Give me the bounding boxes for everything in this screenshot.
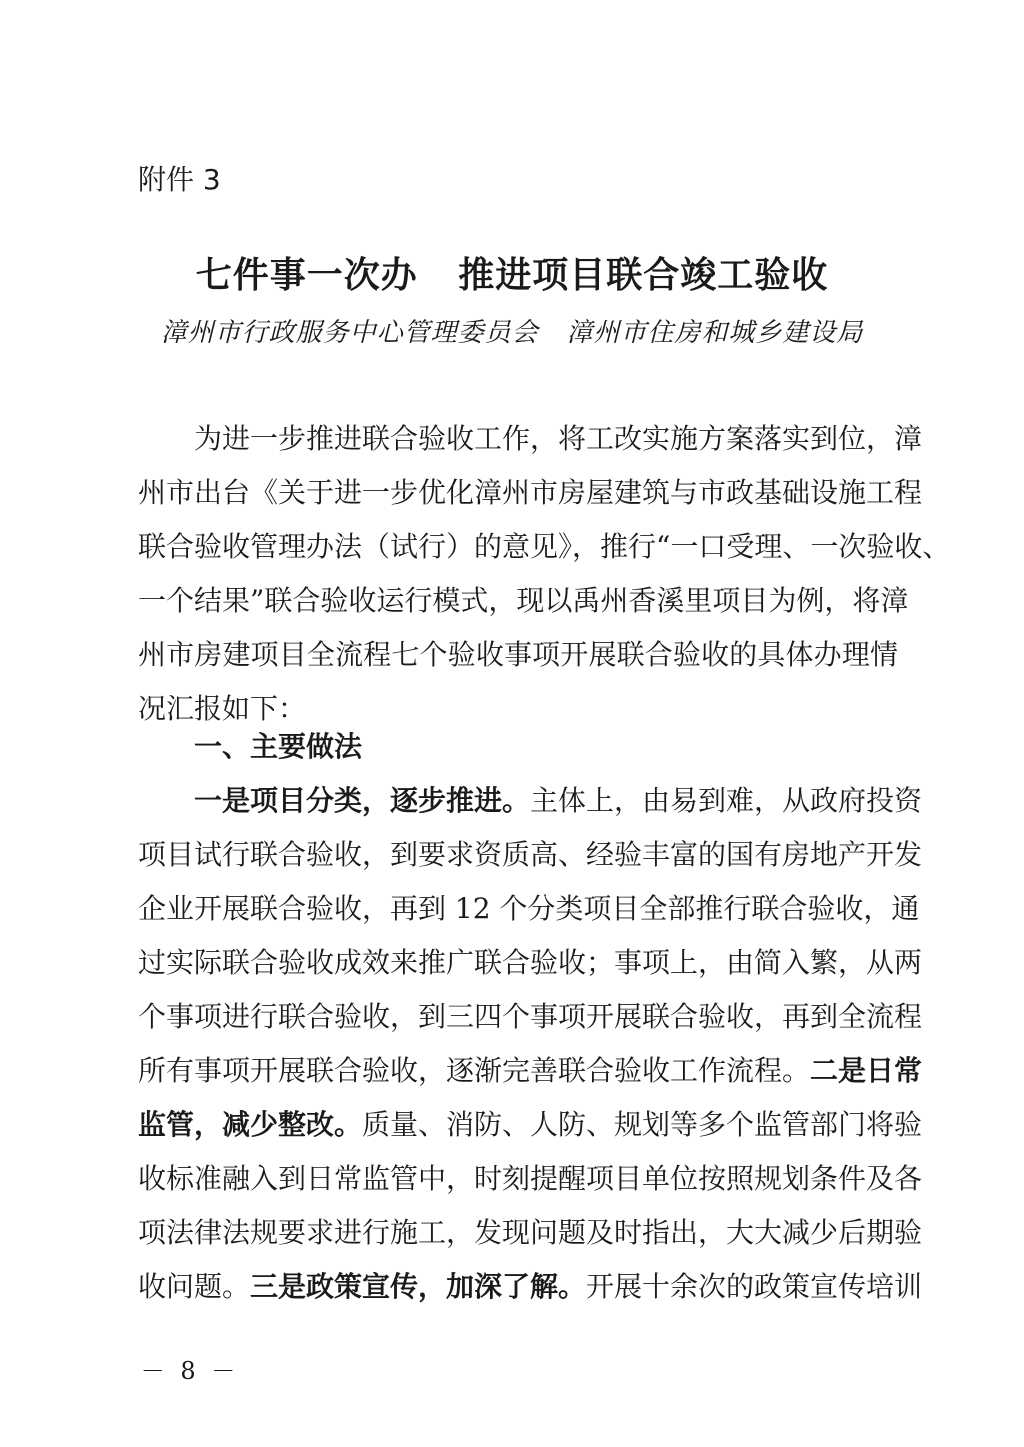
intro-line: 况汇报如下：: [138, 692, 307, 725]
document-subtitle: 漳州市行政服务中心管理委员会 漳州市住房和城乡建设局: [160, 318, 864, 348]
body-text: 主体上，由易到难，从政府投资: [530, 784, 923, 817]
section-paragraph: [138, 774, 923, 1314]
section-line: 收标准融入到日常监管中，时刻提醒项目单位按照规划条件及各: [138, 1162, 923, 1195]
body-text: 所有事项开展联合验收，逐渐完善联合验收工作流程。: [138, 1054, 811, 1087]
attachment-label: 附件 3: [138, 163, 221, 196]
section-line: [138, 1044, 923, 1098]
section-line: 企业开展联合验收，再到 12 个分类项目全部推行联合验收，通: [138, 892, 920, 925]
intro-line: 州市房建项目全流程七个验收事项开展联合验收的具体办理情: [138, 638, 898, 671]
intro-line: 州市出台《关于进一步优化漳州市房屋建筑与市政基础设施工程: [138, 476, 923, 509]
intro-line: 一个结果”联合验收运行模式，现以禹州香溪里项目为例，将漳: [138, 584, 909, 617]
body-text: 开展十余次的政策宣传培训: [586, 1270, 923, 1303]
section-heading: 一、主要做法: [194, 730, 363, 763]
intro-paragraph: [138, 412, 951, 736]
intro-line: 为进一步推进联合验收工作，将工改实施方案落实到位，漳: [194, 422, 923, 455]
emphasis-text: 三是政策宣传，加深了解。: [250, 1270, 587, 1303]
intro-line: 联合验收管理办法（试行）的意见》，推行“一口受理、一次验收、: [138, 530, 951, 563]
document-title: 七件事一次办 推进项目联合竣工验收: [195, 255, 829, 296]
body-text: 收问题。: [138, 1270, 251, 1303]
emphasis-text: 一是项目分类，逐步推进。: [194, 784, 531, 817]
section-line: [138, 1098, 923, 1152]
body-text: 质量、消防、人防、规划等多个监管部门将验: [362, 1108, 923, 1141]
section-line: [138, 774, 923, 828]
section-line: [138, 1260, 923, 1314]
emphasis-text: 监管，减少整改。: [138, 1108, 363, 1141]
page-number: － 8 －: [140, 1357, 240, 1385]
emphasis-text: 二是日常: [810, 1054, 923, 1087]
section-line: 个事项进行联合验收，到三四个事项开展联合验收，再到全流程: [138, 1000, 923, 1033]
section-line: 项法律法规要求进行施工，发现问题及时指出，大大减少后期验: [138, 1216, 923, 1249]
section-line: 过实际联合验收成效来推广联合验收；事项上，由简入繁，从两: [138, 946, 923, 979]
section-line: 项目试行联合验收，到要求资质高、经验丰富的国有房地产开发: [138, 838, 923, 871]
